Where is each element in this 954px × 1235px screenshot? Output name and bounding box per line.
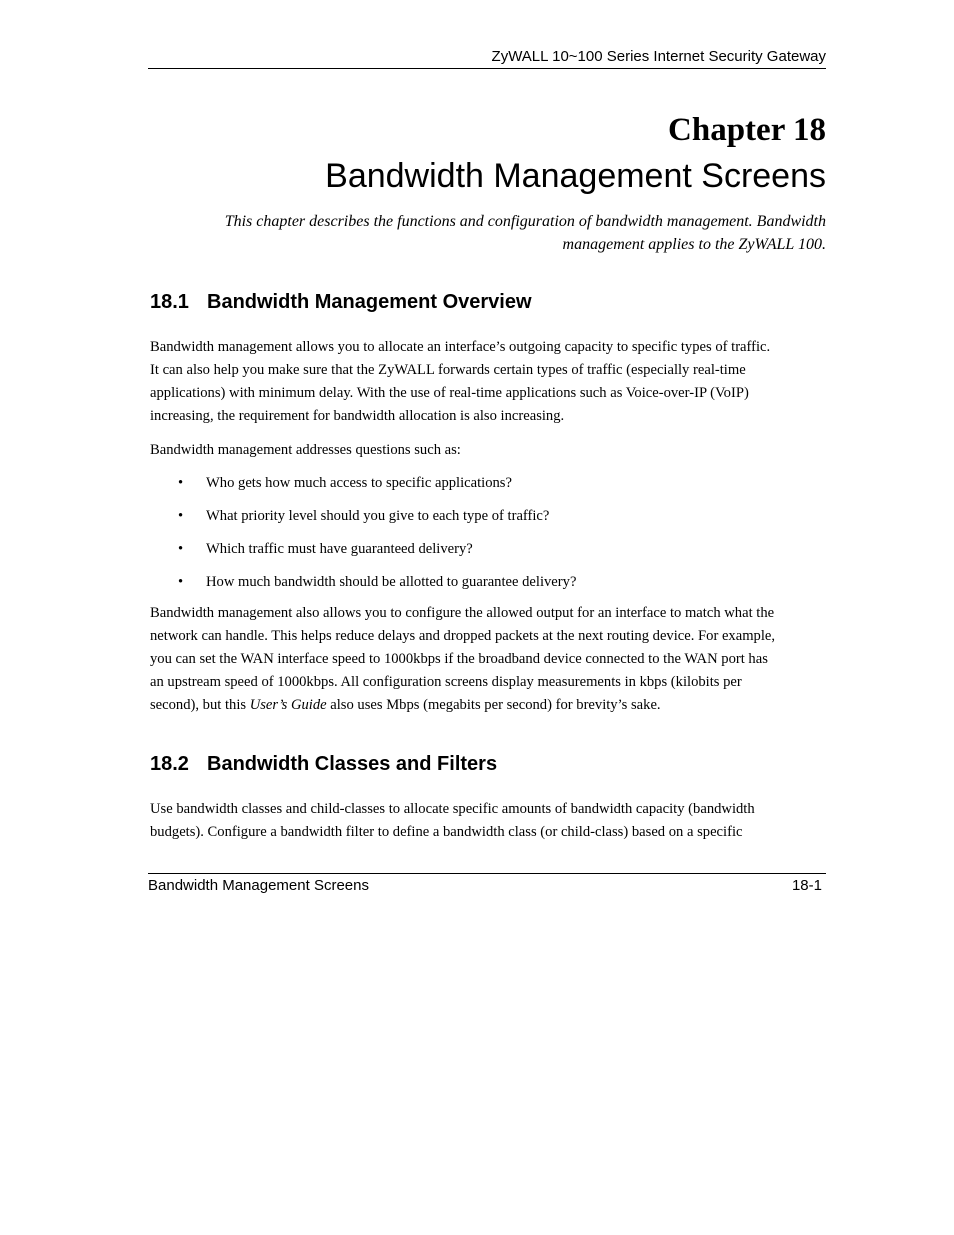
section-number: 18.1 [150, 291, 189, 313]
bullet-icon: • [178, 541, 184, 557]
chapter-intro [148, 210, 826, 256]
list-item-text: How much bandwidth should be allotted to guarantee delivery? [206, 574, 577, 590]
section1-paragraph-3 [150, 602, 830, 717]
section-heading [150, 291, 826, 314]
footer-chapter-title: Bandwidth Management Screens [148, 877, 369, 894]
text-line: budgets). Configure a bandwidth filter to define a bandwidth class (or child-class) based on a specific [150, 824, 743, 840]
section1-paragraph-2: Bandwidth management addresses questions such as: [150, 442, 461, 458]
text-line: network can handle. This helps reduce delays and dropped packets at the next routing device. For example, [150, 628, 776, 644]
running-footer [148, 873, 826, 894]
text-line: an upstream speed of 1000kbps. All configuration screens display measurements in kbps (kilobits per [150, 674, 742, 690]
text-run: also uses Mbps (megabits per second) for brevity’s sake. [326, 697, 661, 713]
running-header [148, 48, 826, 69]
section1-paragraph-1 [150, 336, 830, 428]
text-run: second), but this [150, 697, 250, 713]
guide-title: User’s Guide [249, 697, 327, 713]
text-line: applications) with minimum delay. With the use of real-time applications such as Voice-over-IP (VoIP) [150, 385, 749, 401]
list-item [150, 571, 830, 604]
section-title: Bandwidth Classes and Filters [207, 753, 498, 775]
bullet-icon: • [178, 574, 184, 590]
text-line: increasing, the requirement for bandwidth allocation is also increasing. [150, 408, 565, 424]
list-item-text: Which traffic must have guaranteed delivery? [206, 541, 473, 557]
text-line: Bandwidth management also allows you to configure the allowed output for an interface to match what the [150, 605, 775, 621]
bullet-list [150, 472, 830, 604]
bullet-icon: • [178, 508, 184, 524]
list-item-text: What priority level should you give to each type of traffic? [206, 508, 550, 524]
section-number: 18.2 [150, 753, 189, 775]
page-number: 18-1 [791, 877, 822, 894]
list-item [150, 505, 830, 538]
list-item [150, 472, 830, 505]
running-header-title: ZyWALL 10~100 Series Internet Security Gateway [491, 48, 826, 65]
section-title: Bandwidth Management Overview [207, 291, 532, 313]
section-heading [150, 753, 826, 776]
list-item [150, 538, 830, 571]
bullet-icon: • [178, 475, 184, 491]
text-line: It can also help you make sure that the ZyWALL forwards certain types of traffic (especially real-time [150, 362, 746, 378]
chapter-intro-line: management applies to the ZyWALL 100. [562, 236, 826, 253]
chapter-intro-line: This chapter describes the functions and configuration of bandwidth management. Bandwidth [224, 213, 826, 230]
section2-paragraph-1 [150, 798, 830, 844]
text-line [150, 694, 830, 717]
text-line: you can set the WAN interface speed to 1000kbps if the broadband device connected to the WAN port has [150, 651, 768, 667]
text-line: Bandwidth management allows you to allocate an interface’s outgoing capacity to specific types of traffic. [150, 339, 771, 355]
list-item-text: Who gets how much access to specific applications? [206, 475, 512, 491]
text-line: Use bandwidth classes and child-classes to allocate specific amounts of bandwidth capacity (bandwidth [150, 801, 755, 817]
chapter-title: Bandwidth Management Screens [325, 157, 826, 195]
chapter-number: Chapter 18 [668, 112, 826, 148]
